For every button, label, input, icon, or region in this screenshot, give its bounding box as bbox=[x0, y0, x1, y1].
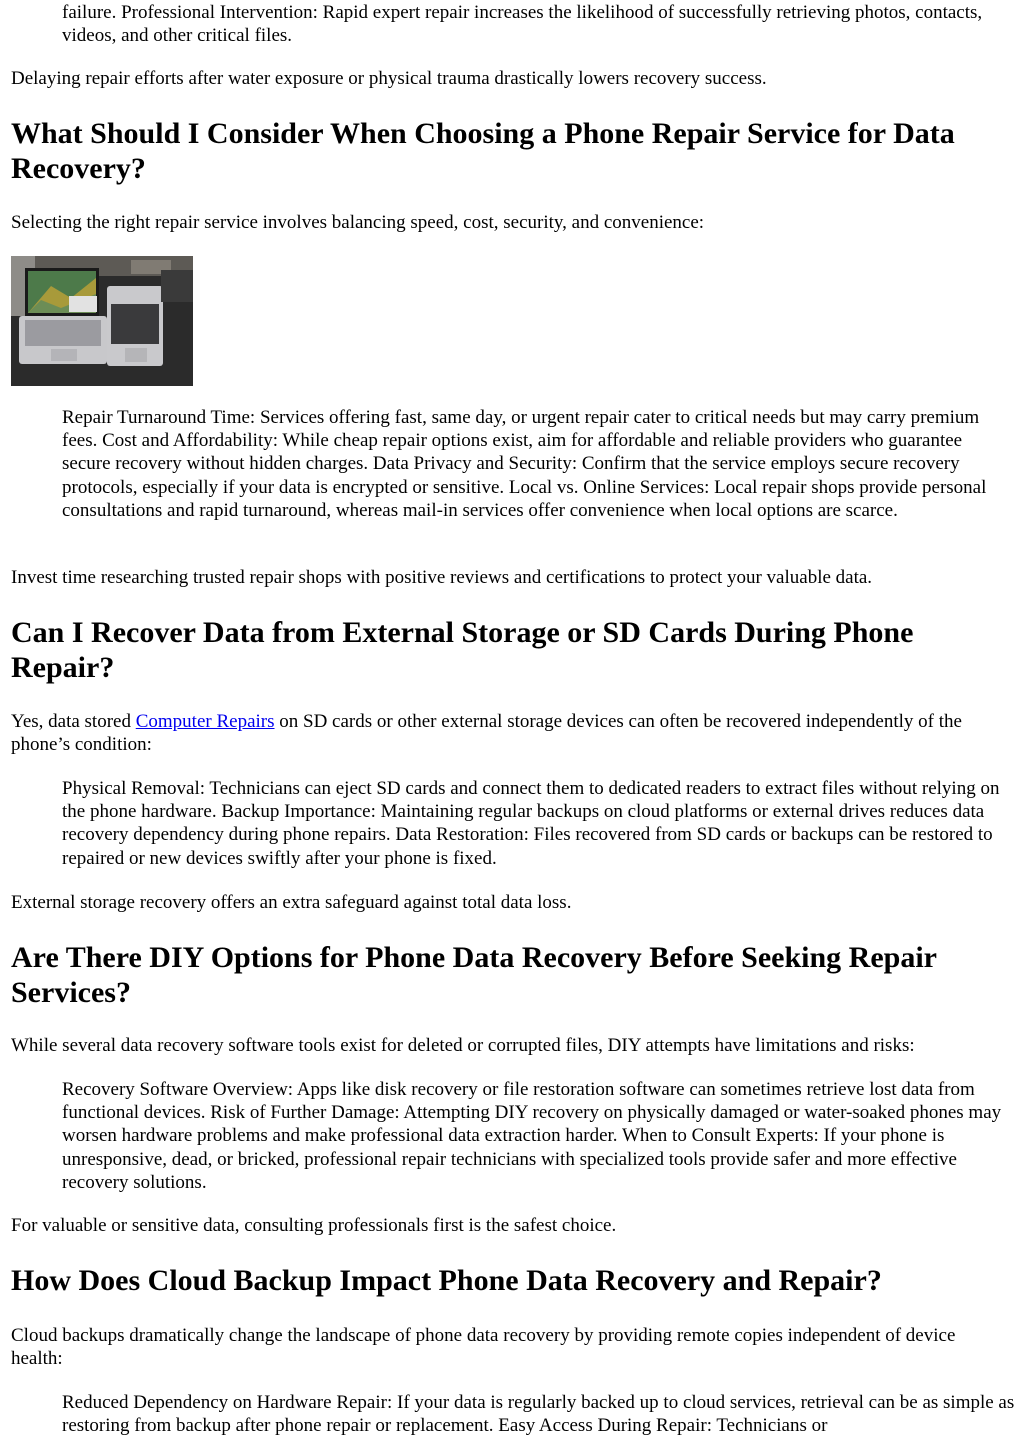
para-valuable: For valuable or sensitive data, consulting professionals first is the safest choice. bbox=[11, 1215, 617, 1236]
quote-sd-steps: Physical Removal: Technicians can eject SD cards and connect them to dedicated readers to extract files without relying on the phone hardware. Backup Importance: Maintaining regular backups on cloud platforms or external drives reduces data recovery dependency during phone repairs. Data Restoration: Files recovered from SD cards or backups can be restored to repaired or new devices swiftly after your phone is fixed. bbox=[62, 778, 1000, 869]
heading-sd-cards: Can I Recover Data from External Storage or SD Cards During Phone Repair? bbox=[11, 616, 914, 684]
heading-choose-service: What Should I Consider When Choosing a Phone Repair Service for Data Recovery? bbox=[11, 117, 955, 185]
quote-diy: Recovery Software Overview: Apps like disk recovery or file restoration software can sometimes retrieve lost data from functional devices. Risk of Further Damage: Attempting DIY recovery on physically damaged or water-soaked phones may worsen hardware problems and make professional data extraction harder. When to Consult Experts: If your phone is unresponsive, dead, or bricked, professional repair technicians with specialized tools provide safer and more effective recovery solutions. bbox=[62, 1079, 1002, 1193]
para-delay: Delaying repair efforts after water exposure or physical trauma drastically lowers recovery success. bbox=[11, 68, 767, 89]
para-choose: Selecting the right repair service involves balancing speed, cost, security, and convenience: bbox=[11, 212, 705, 233]
para-invest: Invest time researching trusted repair shops with positive reviews and certifications to protect your valuable data. bbox=[11, 567, 873, 588]
laptops-image bbox=[11, 256, 193, 386]
para-cloud: Cloud backups dramatically change the landscape of phone data recovery by providing remote copies independent of device health: bbox=[11, 1325, 956, 1370]
para-diy: While several data recovery software tools exist for deleted or corrupted files, DIY attempts have limitations and risks: bbox=[11, 1035, 915, 1056]
quote-intervention: failure. Professional Intervention: Rapid expert repair increases the likelihood of successfully retrieving photos, contacts, videos, and other critical files. bbox=[62, 2, 983, 47]
heading-diy: Are There DIY Options for Phone Data Recovery Before Seeking Repair Services? bbox=[11, 941, 937, 1009]
para-external: External storage recovery offers an extra safeguard against total data loss. bbox=[11, 892, 572, 913]
heading-cloud: How Does Cloud Backup Impact Phone Data Recovery and Repair? bbox=[11, 1264, 882, 1297]
quote-cloud: Reduced Dependency on Hardware Repair: If your data is regularly backed up to cloud services, retrieval can be as simple as restoring from backup after phone repair or replacement. Easy Access During Repair: Technicians or bbox=[62, 1392, 1015, 1437]
para-sd-end: on SD cards or other external storage devices can often be recovered independently of the phone’s condition: bbox=[11, 711, 962, 756]
quote-choose-criteria: Repair Turnaround Time: Services offering fast, same day, or urgent repair cater to critical needs but may carry premium fees. Cost and Affordability: While cheap repair options exist, aim for affordable and reliable providers who guarantee secure recovery without hidden charges. Data Privacy and Security: Confirm that the service employs secure recovery protocols, especially if your data is encrypted or sensitive. Local vs. Online Services: Local repair shops provide personal consultations and rapid turnaround, whereas mail-in services offer convenience when local options are scarce. bbox=[62, 407, 987, 521]
computer-repairs-link[interactable]: Computer Repairs bbox=[135, 711, 275, 732]
laptops-photo bbox=[11, 256, 193, 386]
para-sd bbox=[11, 710, 1019, 756]
para-sd-start: Yes, data stored bbox=[11, 711, 136, 732]
